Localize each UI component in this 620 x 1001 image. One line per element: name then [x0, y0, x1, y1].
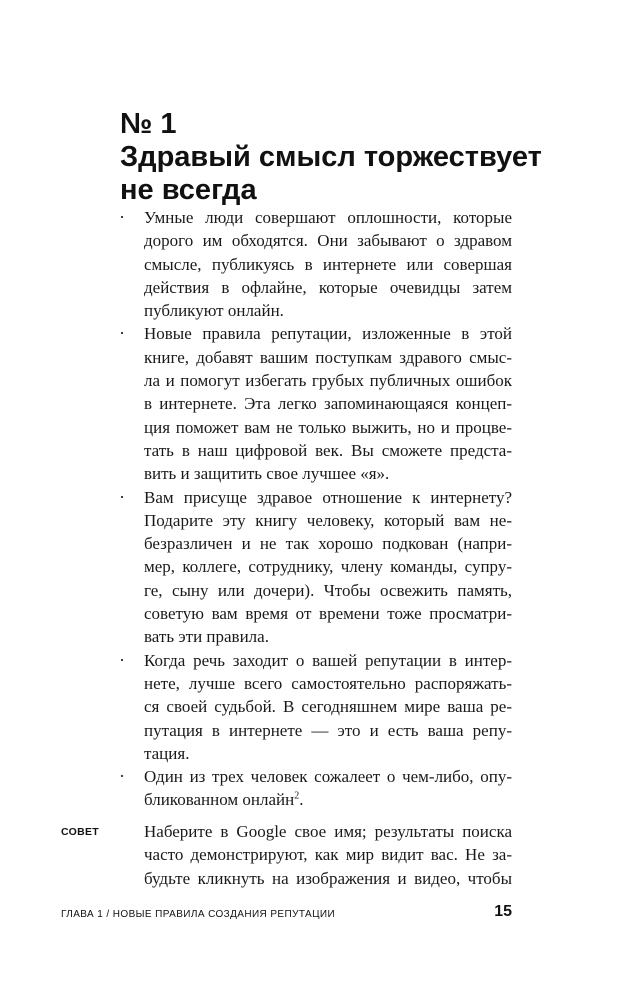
bullet-item [119, 649, 512, 765]
running-head: ГЛАВА 1 / НОВЫЕ ПРАВИЛА СОЗДАНИЯ РЕПУТАЦИИ [61, 909, 336, 920]
bullet-list [119, 206, 512, 812]
text-line: часто демонстрируют, как мир видит вас. Не за- [144, 845, 512, 865]
rule-heading [120, 108, 560, 207]
bullet-item [119, 765, 512, 812]
text-line: Наберите в Google свое имя; результаты поиска [144, 822, 512, 841]
text-line: Когда речь заходит о вашей репутации в интер- [144, 650, 512, 670]
text-line: Умные люди совершают оплошности, которые [144, 208, 512, 227]
text-line: ция поможет вам не только выжить, но и процве- [144, 417, 512, 437]
bullet-marker: · [119, 649, 125, 670]
bullet-item [119, 322, 512, 485]
text-line: ла и помогут избегать грубых публичных ошибок [144, 371, 512, 391]
text-line: дорого им обходятся. Они забывают о здравом [144, 231, 512, 251]
text-line: Один из трех человек сожалеет о чем-либо, опу- [144, 767, 512, 787]
text-line: безразличен и не так хорошо подкован (напри- [144, 534, 512, 554]
text-line: действия в офлайне, которые очевидцы затем [144, 277, 512, 297]
tip-text [144, 820, 512, 890]
text-line: мер, коллеге, сотруднику, члену команды, супру- [144, 557, 512, 577]
text-line: тация. [144, 743, 190, 763]
bullet-marker: · [119, 766, 125, 787]
text-line: тать в наш цифровой век. Вы сможете предста- [144, 440, 512, 460]
footnote-ref[interactable]: 2 [294, 790, 300, 802]
text-line: книге, добавят вашим поступкам здравого смыс- [144, 347, 512, 367]
text-line: вить и защитить свое лучшее «я». [144, 464, 390, 484]
text-line: ге, сыну или дочери). Чтобы освежить память, [144, 580, 512, 600]
text-line: в интернете. Эта легко запоминающаяся концеп- [144, 394, 512, 414]
bullet-marker: · [119, 207, 125, 227]
bullet-marker: · [119, 486, 125, 507]
bullet-item [119, 206, 512, 322]
text-line: Вам присуще здравое отношение к интернету? [144, 487, 512, 507]
bullet-marker: · [119, 323, 125, 344]
text-line: Новые правила репутации, изложенные в этой [144, 324, 512, 344]
text-line: ся своей судьбой. В сегодняшнем мире ваша ре- [144, 697, 512, 717]
text-fragment: бликованном онлайн [144, 790, 295, 810]
text-line: смысле, публикуясь в интернете или совершая [144, 254, 512, 274]
text-line-with-footnote [144, 788, 512, 811]
period: . [299, 790, 304, 810]
rule-title-line-2: не всегда [120, 174, 257, 206]
bullet-item [119, 486, 512, 649]
text-line: путация в интернете — это и есть ваша репу- [144, 720, 512, 740]
page-number: 15 [494, 903, 512, 920]
rule-number: № 1 [120, 108, 177, 140]
text-line: будьте кликнуть на изображения и видео, чтобы [144, 868, 512, 888]
text-line: нете, лучше всего самостоятельно распоряжать- [144, 673, 512, 693]
text-line: вать эти правила. [144, 627, 269, 647]
text-line: Подарите эту книгу человеку, который вам не- [144, 510, 512, 530]
rule-title-line-1: Здравый смысл торжествует [120, 141, 542, 173]
tip-label: СОВЕТ [61, 826, 99, 838]
text-line: публикуют онлайн. [144, 301, 284, 321]
text-line: советую вам время от времени тоже просматри- [144, 604, 512, 624]
